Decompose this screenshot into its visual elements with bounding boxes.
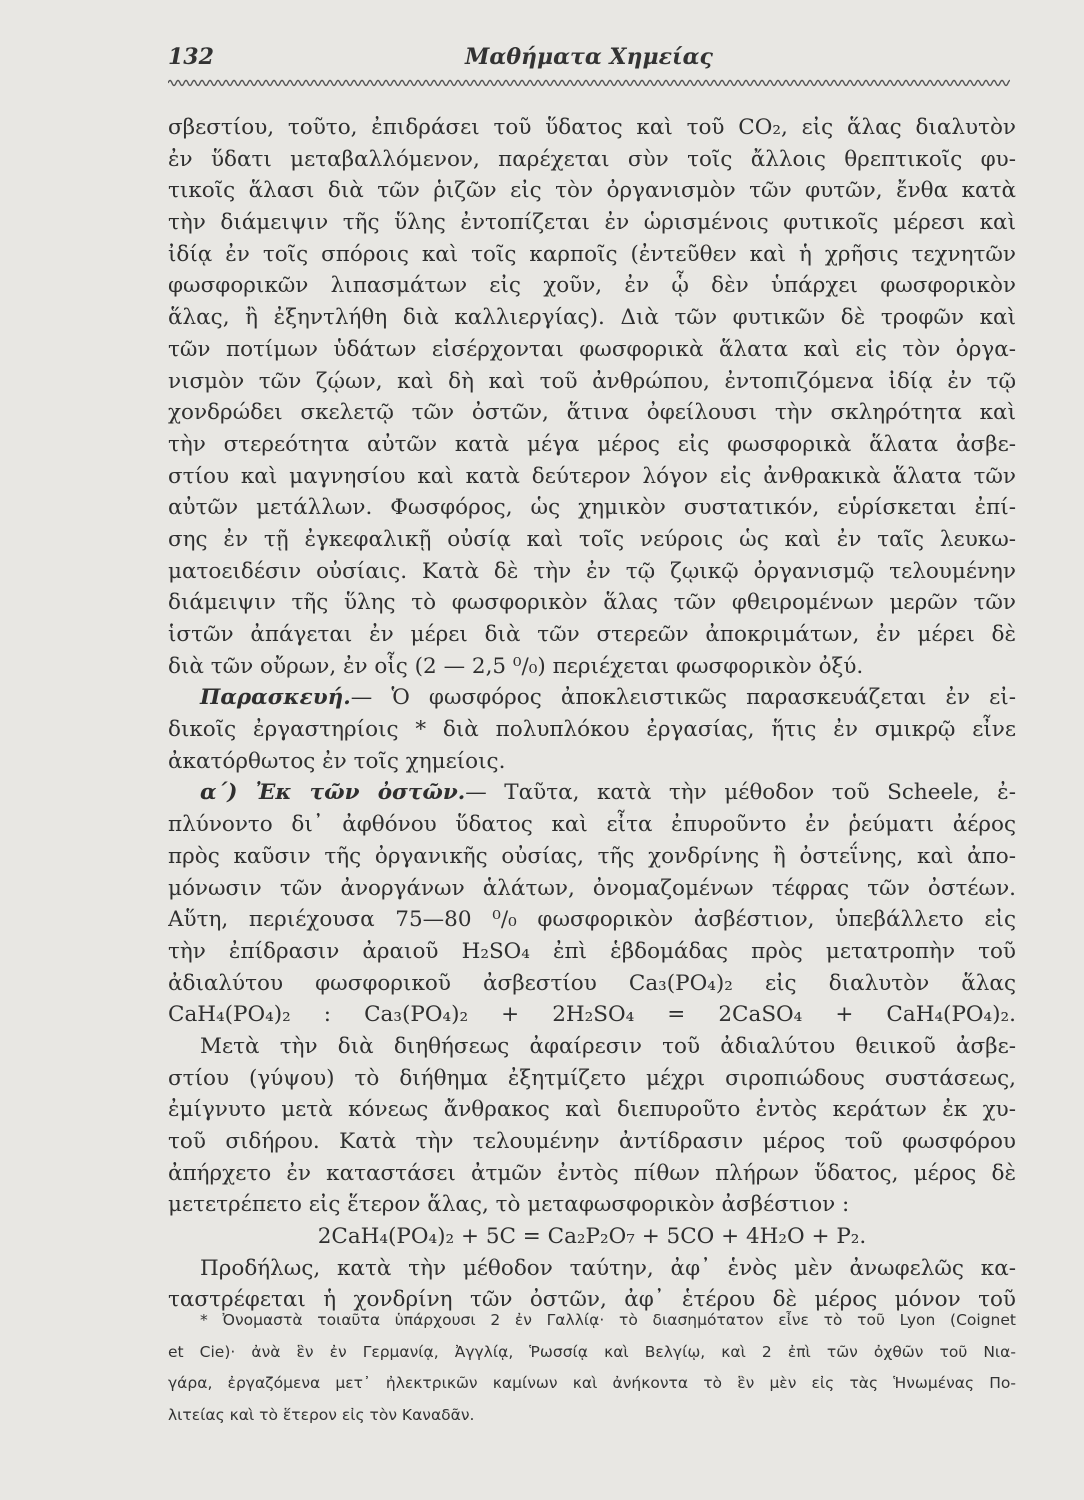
- body-line: [168, 270, 1016, 302]
- body-line-text: ἱστῶν ἀπάγεται ἐν μέρει διὰ τῶν στερεῶν ἀποκριμάτων, ἐν μέρει δὲ: [168, 622, 1016, 647]
- footnote-line-text: * Ὀνομαστὰ τοιαῦτα ὑπάρχουσι 2 ἐν Γαλλίᾳ· τὸ διασημότατον εἶνε τὸ τοῦ Lyon (Coignet: [200, 1311, 1016, 1329]
- body-line: [168, 999, 1016, 1031]
- body-line-text: CaH₄(PO₄)₂ : Ca₃(PO₄)₂ + 2H₂SO₄ = 2CaSO₄ + CaH₄(PO₄)₂.: [168, 1002, 1016, 1028]
- body-line-text: τικοῖς ἅλασι διὰ τῶν ῥιζῶν εἰς τὸν ὀργανισμὸν τῶν φυτῶν, ἔνθα κατὰ: [168, 178, 1016, 204]
- body-line-text: φωσφορικῶν λιπασμάτων εἰς χοῦν, ἐν ᾧ δὲν ὑπάρχει φωσφορικὸν: [168, 273, 1016, 299]
- body-line: [168, 492, 1016, 524]
- body-line-text: — Ταῦτα, κατὰ τὴν μέθοδον τοῦ Scheele, ἐ-: [465, 780, 1016, 806]
- body-line: [168, 239, 1016, 271]
- body-line-text: στίου καὶ μαγνησίου καὶ κατὰ δεύτερον λόγον εἰς ἀνθρακικὰ ἅλατα τῶν: [168, 463, 1016, 489]
- body-line-text: τὴν στερεότητα αὐτῶν κατὰ μέγα μέρος εἰς φωσφορικὰ ἅλατα ἀσβε-: [168, 431, 1016, 457]
- body-line: [168, 873, 1016, 905]
- body-line-text: ἀδιαλύτου φωσφορικοῦ ἀσβεστίου Ca₃(PO₄)₂ εἰς διαλυτὸν ἅλας: [168, 970, 1016, 996]
- footnote-line: [168, 1370, 1016, 1402]
- body-line: [168, 651, 1016, 683]
- body-line-text: σης ἐν τῇ ἐγκεφαλικῇ οὐσίᾳ καὶ τοῖς νεύροις ὡς καὶ ἐν ταῖς λευκω-: [168, 526, 1016, 552]
- body-line: [168, 1221, 1016, 1253]
- body-line-text: αὐτῶν μετάλλων. Φωσφόρος, ὡς χημικὸν συστατικόν, εὑρίσκεται ἐπί-: [168, 495, 1016, 521]
- body-line-text: ἰδίᾳ ἐν τοῖς σπόροις καὶ τοῖς καρποῖς (ἐντεῦθεν καὶ ἡ χρῆσις τεχνητῶν: [168, 241, 1016, 267]
- body-line: [168, 1063, 1016, 1095]
- body-line-text: τῶν ποτίμων ὑδάτων εἰσέρχονται φωσφορικὰ ἅλατα καὶ εἰς τὸν ὀργα-: [168, 336, 1016, 362]
- body-line-text: διάμειψιν τῆς ὕλης τὸ φωσφορικὸν ἅλας τῶν φθειρομένων μερῶν τῶν: [168, 590, 1016, 616]
- footnote-line-text: γάρα, ἐργαζόμενα μετ᾿ ἠλεκτρικῶν καμίνων καὶ ἀνήκοντα τὸ ἓν μὲν εἰς τὰς Ἡνωμένας Πο-: [168, 1374, 1016, 1393]
- footnote-line: [168, 1339, 1016, 1371]
- body-line: [168, 936, 1016, 968]
- running-head: [168, 44, 1010, 74]
- body-line: [168, 682, 1016, 714]
- body-line: [168, 461, 1016, 493]
- body-line: [168, 524, 1016, 556]
- body-line: [168, 334, 1016, 366]
- body-line: [168, 366, 1016, 398]
- body-line-text: ἅλας, ἢ ἐξηντλήθη διὰ καλλιεργίας). Διὰ τῶν φυτικῶν δὲ τροφῶν καὶ: [168, 305, 1016, 331]
- body-line-text: στίου (γύψου) τὸ διήθημα ἐξητμίζετο μέχρι σιροπιώδους συστάσεως,: [168, 1065, 1016, 1091]
- body-line-text: τὴν ἐπίδρασιν ἀραιοῦ H₂SO₄ ἐπὶ ἑβδομάδας πρὸς μετατροπὴν τοῦ: [168, 938, 1016, 964]
- body-line-text: Προδήλως, κατὰ τὴν μέθοδον ταύτην, ἀφ᾿ ἑνὸς μὲν ἀνωφελῶς κα-: [200, 1255, 1016, 1281]
- footnote-line-text: et Cie)· ἀνὰ ἓν ἐν Γερμανίᾳ, Ἀγγλίᾳ, Ῥωσσίᾳ καὶ Βελγίῳ, καὶ 2 ἐπὶ τῶν ὀχθῶν τοῦ Νια-: [168, 1342, 1016, 1361]
- body-line: [168, 1031, 1016, 1063]
- body-line: [168, 746, 1016, 778]
- body-line: [168, 809, 1016, 841]
- body-line: [168, 841, 1016, 873]
- body-line-text: Μετὰ τὴν διὰ διηθήσεως ἀφαίρεσιν τοῦ ἀδιαλύτου θειικοῦ ἀσβε-: [200, 1033, 1016, 1059]
- body-line: [168, 1126, 1016, 1158]
- body-line: [168, 397, 1016, 429]
- body-line-text: ἐμίγνυτο μετὰ κόνεως ἄνθρακος καὶ διεπυροῦτο ἐντὸς κεράτων ἐκ χυ-: [168, 1097, 1016, 1123]
- body-line: [168, 587, 1016, 619]
- body-line: [168, 714, 1016, 746]
- body-line: [168, 429, 1016, 461]
- section-heading: Παρασκευή.: [200, 685, 351, 711]
- body-line-text: — Ὁ φωσφόρος ἀποκλειστικῶς παρασκευάζεται ἐν εἰ-: [350, 685, 1016, 711]
- footnote-line: [168, 1307, 1016, 1339]
- running-title: Μαθήματα Χημείας: [465, 44, 713, 70]
- footnote-line-text: λιτείας καὶ τὸ ἕτερον εἰς τὸν Καναδᾶν.: [168, 1406, 475, 1425]
- body-line-text: ἐν ὕδατι μεταβαλλόμενον, παρέχεται σὺν τοῖς ἄλλοις θρεπτικοῖς φυ-: [168, 146, 1016, 172]
- body-line-text: Αὕτη, περιέχουσα 75—80 ⁰/₀ φωσφορικὸν ἀσβέστιον, ὑπεβάλλετο εἰς: [168, 907, 1016, 933]
- body-line-text: δικοῖς ἐργαστηρίοις * διὰ πολυπλόκου ἐργασίας, ἥτις ἐν σμικρῷ εἶνε: [168, 717, 1016, 743]
- body-line-text: ταστρέφεται ἡ χονδρίνη τῶν ὀστῶν, ἀφ᾿ ἑτέρου δὲ μέρος μόνον τοῦ: [168, 1287, 1016, 1313]
- body-line-text: τοῦ σιδήρου. Κατὰ τὴν τελουμένην ἀντίδρασιν μέρος τοῦ φωσφόρου: [168, 1129, 1016, 1154]
- wavy-rule-ornament: [168, 76, 1010, 90]
- body-line-text: τὴν διάμειψιν τῆς ὕλης ἐντοπίζεται ἐν ὡρισμένοις φυτικοῖς μέρεσι καὶ: [168, 210, 1016, 236]
- body-line: [168, 1253, 1016, 1285]
- body-line: [168, 556, 1016, 588]
- body-line: [168, 112, 1016, 144]
- body-line-text: διὰ τῶν οὔρων, ἐν οἷς (2 — 2,5 ⁰/₀) περιέχεται φωσφορικὸν ὀξύ.: [168, 653, 864, 679]
- body-line-text: χονδρώδει σκελετῷ τῶν ὀστῶν, ἅτινα ὀφείλουσι τὴν σκληρότητα καὶ: [168, 400, 1016, 426]
- body-line: [168, 144, 1016, 176]
- body-line-text: ματοειδέσιν οὐσίαις. Κατὰ δὲ τὴν ἐν τῷ ζῳικῷ ὀργανισμῷ τελουμένην: [168, 558, 1016, 584]
- body-line-text: 2CaH₄(PO₄)₂ + 5C = Ca₂P₂O₇ + 5CO + 4H₂O + P₂.: [317, 1224, 867, 1250]
- body-line: [168, 207, 1016, 239]
- body-text: [168, 112, 1016, 1316]
- section-heading: α΄) Ἐκ τῶν ὀστῶν.: [200, 780, 466, 806]
- body-line: [168, 619, 1016, 651]
- body-line-text: νισμὸν τῶν ζῴων, καὶ δὴ καὶ τοῦ ἀνθρώπου, ἐντοπιζόμενα ἰδίᾳ ἐν τῷ: [168, 368, 1016, 394]
- body-line-text: μετετρέπετο εἰς ἕτερον ἅλας, τὸ μεταφωσφορικὸν ἀσβέστιον :: [168, 1192, 850, 1218]
- body-line: [168, 968, 1016, 1000]
- footnotes: [168, 1307, 1016, 1434]
- body-line: [168, 1158, 1016, 1190]
- body-line-text: σβεστίου, τοῦτο, ἐπιδράσει τοῦ ὕδατος καὶ τοῦ CO₂, εἰς ἅλας διαλυτὸν: [168, 115, 1016, 140]
- body-line: [168, 904, 1016, 936]
- body-line-text: μόνωσιν τῶν ἀνοργάνων ἁλάτων, ὀνομαζομένων τέφρας τῶν ὀστέων.: [168, 875, 1016, 901]
- body-line-text: πρὸς καῦσιν τῆς ὀργανικῆς οὐσίας, τῆς χονδρίνης ἢ ὀστεΐνης, καὶ ἀπο-: [168, 843, 1016, 869]
- body-line: [168, 175, 1016, 207]
- body-line: [168, 1189, 1016, 1221]
- body-line-text: πλύνοντο δι᾿ ἀφθόνου ὕδατος καὶ εἶτα ἐπυροῦντο ἐν ῥεύματι ἀέρος: [168, 812, 1016, 838]
- page-number: 132: [168, 44, 214, 70]
- body-line: [168, 777, 1016, 809]
- footnote-line: [168, 1402, 1016, 1434]
- body-line-text: ἀκατόρθωτος ἐν τοῖς χημείοις.: [168, 748, 506, 774]
- body-line: [168, 1094, 1016, 1126]
- body-line-text: ἀπήρχετο ἐν καταστάσει ἀτμῶν ἐντὸς πίθων πλήρων ὕδατος, μέρος δὲ: [168, 1160, 1016, 1186]
- body-line: [168, 302, 1016, 334]
